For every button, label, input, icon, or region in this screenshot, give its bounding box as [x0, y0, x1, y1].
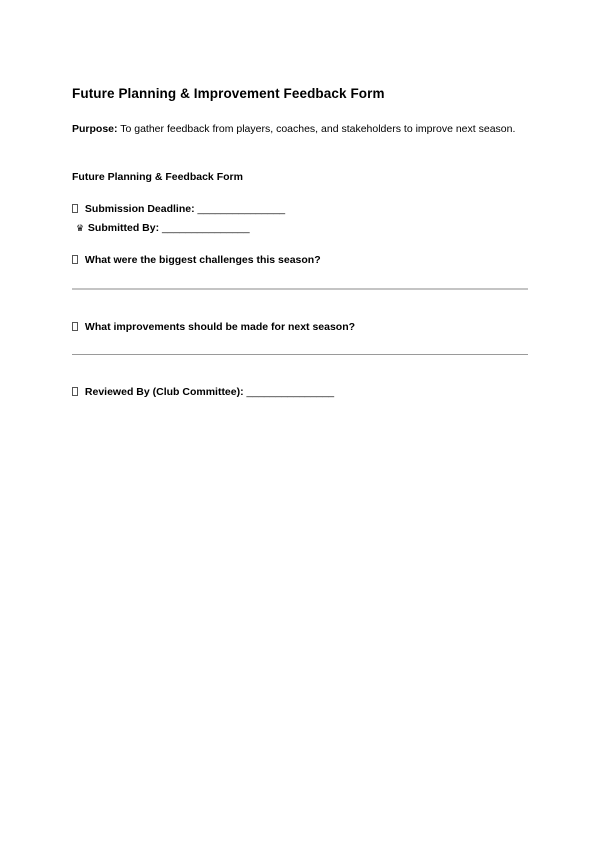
- reviewed-label: Reviewed By (Club Committee):: [82, 386, 244, 398]
- missing-glyph-icon: [72, 322, 78, 331]
- question-improvements-text: What improvements should be made for next season?: [82, 321, 356, 333]
- submission-deadline-field: [72, 203, 285, 215]
- purpose-label: Purpose:: [72, 123, 118, 135]
- missing-glyph-icon: [72, 204, 78, 213]
- answer-line-challenges[interactable]: [72, 288, 528, 290]
- deadline-blank[interactable]: _______________: [194, 203, 286, 215]
- question-improvements: [72, 321, 355, 333]
- question-challenges-text: What were the biggest challenges this season?: [82, 254, 321, 266]
- question-challenges: [72, 254, 321, 266]
- answer-line-improvements[interactable]: [72, 354, 528, 355]
- missing-glyph-icon: [72, 255, 78, 264]
- trophy-icon: ♛: [76, 224, 85, 234]
- form-subheading: Future Planning & Feedback Form: [72, 171, 243, 183]
- purpose-paragraph: [72, 120, 522, 139]
- purpose-text: To gather feedback from players, coaches, and stakeholders to improve next season.: [117, 123, 516, 135]
- document-title: Future Planning & Improvement Feedback Form: [72, 86, 385, 101]
- submitted-blank[interactable]: _______________: [159, 222, 250, 234]
- reviewed-blank[interactable]: _______________: [243, 386, 335, 398]
- reviewed-by-field: [72, 386, 334, 398]
- submitted-by-field: [76, 222, 250, 234]
- submitted-label: Submitted By:: [85, 222, 160, 234]
- deadline-label: Submission Deadline:: [82, 203, 195, 215]
- missing-glyph-icon: [72, 387, 78, 396]
